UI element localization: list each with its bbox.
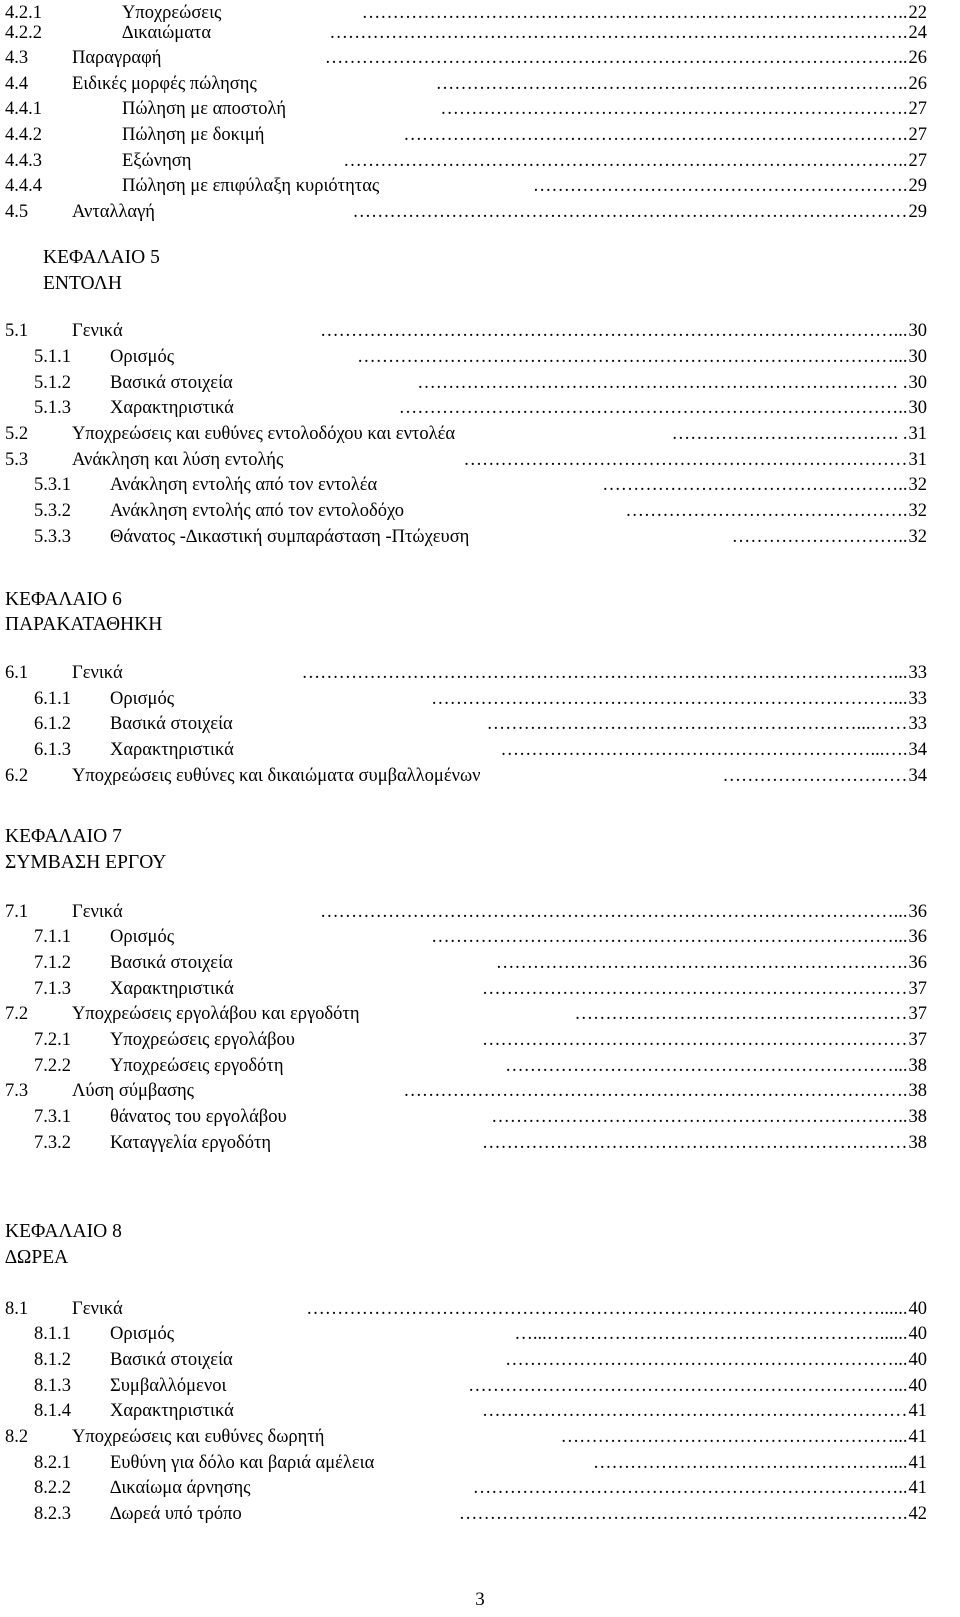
toc-entry-title: Ορισμός bbox=[110, 347, 175, 367]
toc-entry-leader: ………………………………………………………………….. bbox=[435, 74, 908, 94]
toc-entry-page: 34 bbox=[908, 766, 927, 786]
toc-entry-title: Καταγγελία εργοδότη bbox=[110, 1133, 272, 1153]
toc-entry-title: ∆ωρεά υπό τρόπο bbox=[110, 1504, 242, 1524]
toc-entry-title: Ορισμός bbox=[110, 927, 175, 947]
toc-entry-leader: ………………………………………….... bbox=[592, 1453, 908, 1473]
chapter-6-label: ΚΕΦΑΛΑΙΟ 6 bbox=[5, 589, 122, 610]
toc-entry-leader: ……………………………………………………………………………... bbox=[357, 347, 908, 367]
toc-entry-page: 27 bbox=[908, 125, 927, 145]
toc-entry-page: 36 bbox=[908, 953, 927, 973]
toc-entry-leader: ………………………………………………………………. bbox=[458, 1504, 908, 1524]
toc-entry bbox=[0, 344, 927, 370]
toc-entry-title: Λύση σύμβασης bbox=[72, 1081, 194, 1101]
toc-entry-page: 37 bbox=[908, 979, 927, 999]
toc-entry bbox=[0, 318, 927, 344]
toc-entry bbox=[0, 96, 927, 122]
toc-entry-number: 7.1.1 bbox=[34, 927, 71, 947]
toc-entry-leader: …………………………………………………………….. bbox=[472, 1478, 908, 1498]
toc-entry-page: 38 bbox=[908, 1081, 927, 1101]
toc-entry-leader: ………………………………………………... bbox=[560, 1427, 908, 1447]
toc-entry bbox=[0, 395, 927, 421]
toc-entry bbox=[0, 1450, 927, 1476]
toc-entry-leader: ……………………………………………………………………………….. bbox=[343, 151, 908, 171]
toc-entry-number: 5.3 bbox=[5, 450, 29, 470]
toc-entry-page: 41 bbox=[908, 1453, 927, 1473]
toc-entry-page: 36 bbox=[908, 902, 927, 922]
toc-entry bbox=[0, 1373, 927, 1399]
toc-entry bbox=[0, 1501, 927, 1527]
toc-entry-number: 7.2.2 bbox=[34, 1056, 71, 1076]
toc-entry-title: Ανάκληση εντολής από τον εντολοδόχο bbox=[110, 501, 405, 521]
toc-entry-leader: …………………………………………………………………. bbox=[440, 99, 908, 119]
toc-entry-title: Ορισμός bbox=[110, 689, 175, 709]
toc-entry-leader: ………………………………. . bbox=[671, 424, 908, 444]
toc-entry-title: Ορισμός bbox=[110, 1324, 175, 1344]
toc-entry-number: 8.1.4 bbox=[34, 1401, 71, 1421]
toc-entry-number: 6.2 bbox=[5, 766, 29, 786]
toc-entry-number: 6.1.3 bbox=[34, 740, 71, 760]
toc-entry-leader: ……………………………………………………...…… bbox=[486, 714, 908, 734]
toc-entry bbox=[0, 1001, 927, 1027]
toc-entry-title: Χαρακτηριστικά bbox=[110, 1401, 234, 1421]
toc-entry-leader: …………………………………………………………… bbox=[481, 979, 908, 999]
toc-entry-page: 32 bbox=[908, 475, 927, 495]
toc-entry-leader: ………………………………………………………... bbox=[505, 1350, 908, 1370]
toc-entry bbox=[0, 447, 927, 473]
toc-entry-number: 8.2.3 bbox=[34, 1504, 71, 1524]
toc-entry-title: θάνατος του εργολάβου bbox=[110, 1107, 287, 1127]
toc-entry-title: Υποχρεώσεις εργοδότη bbox=[110, 1056, 284, 1076]
toc-entry-leader: ……………………………………………………. bbox=[532, 176, 908, 196]
toc-entry bbox=[0, 1424, 927, 1450]
toc-entry-leader: …………………………………………………………………………………...... bbox=[306, 1299, 908, 1319]
toc-entry-page: 40 bbox=[908, 1299, 927, 1319]
toc-entry-title: Γενικά bbox=[72, 1299, 123, 1319]
toc-entry-page: 37 bbox=[908, 1030, 927, 1050]
toc-entry-number: 5.3.2 bbox=[34, 501, 71, 521]
toc-entry-title: Ανάκληση και λύση εντολής bbox=[72, 450, 284, 470]
toc-entry-number: 6.1 bbox=[5, 663, 29, 683]
toc-entry-number: 5.3.1 bbox=[34, 475, 71, 495]
toc-entry-leader: …………………………………………………………………………….. bbox=[361, 3, 908, 23]
toc-entry-page: 40 bbox=[908, 1376, 927, 1396]
toc-entry-page: 30 bbox=[908, 398, 927, 418]
toc-entry-leader: …………………………………………………………………………………... bbox=[320, 321, 908, 341]
toc-entry-title: Υποχρεώσεις και ευθύνες δωρητή bbox=[72, 1427, 325, 1447]
toc-entry-number: 6.1.2 bbox=[34, 714, 71, 734]
toc-entry-leader: …………………………………………………………… bbox=[481, 1401, 908, 1421]
toc-entry-page: 31 bbox=[908, 450, 927, 470]
toc-entry-page: 38 bbox=[908, 1056, 927, 1076]
toc-entry-leader: …………………………………………………………………… . bbox=[417, 373, 908, 393]
toc-entry-number: 7.3.1 bbox=[34, 1107, 71, 1127]
toc-entry-page: 30 bbox=[908, 321, 927, 341]
toc-entry bbox=[0, 1104, 927, 1130]
toc-entry bbox=[0, 498, 927, 524]
toc-entry-title: Βασικά στοιχεία bbox=[110, 953, 233, 973]
toc-entry-page: 22 bbox=[908, 3, 927, 23]
toc-entry-number: 5.1.2 bbox=[34, 373, 71, 393]
toc-entry bbox=[0, 71, 927, 97]
toc-entry-title: Βασικά στοιχεία bbox=[110, 373, 233, 393]
toc-entry-title: Υποχρεώσεις εργολάβου bbox=[110, 1030, 295, 1050]
toc-entry-number: 6.1.1 bbox=[34, 689, 71, 709]
toc-entry-number: 7.1.2 bbox=[34, 953, 71, 973]
toc-entry-leader: …………………………………………………………………………………. bbox=[329, 23, 908, 43]
toc-entry-page: 32 bbox=[908, 501, 927, 521]
toc-entry-title: Πώληση με δοκιμή bbox=[122, 125, 265, 145]
toc-entry-page: 24 bbox=[908, 23, 927, 43]
toc-entry-number: 4.4.1 bbox=[5, 99, 42, 119]
toc-entry-number: 7.3 bbox=[5, 1081, 29, 1101]
toc-entry bbox=[0, 1130, 927, 1156]
toc-entry-page: 29 bbox=[908, 202, 927, 222]
toc-entry-page: 27 bbox=[908, 151, 927, 171]
toc-entry-number: 8.2.1 bbox=[34, 1453, 71, 1473]
chapter-7-name: ΣΥΜΒΑΣΗ ΕΡΓΟΥ bbox=[5, 852, 167, 873]
toc-entry-title: ∆ικαιώματα bbox=[122, 23, 212, 43]
toc-entry-number: 8.1.3 bbox=[34, 1376, 71, 1396]
toc-entry-page: 36 bbox=[908, 927, 927, 947]
toc-entry-number: 4.4 bbox=[5, 74, 29, 94]
toc-entry-page: 38 bbox=[908, 1133, 927, 1153]
toc-entry-title: Θάνατος -∆ικαστική συμπαράσταση -Πτώχευση bbox=[110, 527, 470, 547]
toc-entry-leader: ………………………………………………………………………. bbox=[403, 1081, 908, 1101]
toc-entry-title: ∆ικαίωμα άρνησης bbox=[110, 1478, 251, 1498]
toc-entry-number: 4.4.4 bbox=[5, 176, 42, 196]
toc-entry-title: Παραγραφή bbox=[72, 48, 162, 68]
toc-entry bbox=[0, 711, 927, 737]
toc-entry bbox=[0, 148, 927, 174]
toc-entry-page: 41 bbox=[908, 1427, 927, 1447]
toc-entry-number: 7.2 bbox=[5, 1004, 29, 1024]
toc-entry-leader: ………………………… bbox=[722, 766, 908, 786]
toc-entry-leader: …………………………………………………………………... bbox=[431, 927, 908, 947]
toc-entry-number: 8.2.2 bbox=[34, 1478, 71, 1498]
toc-entry-number: 8.1 bbox=[5, 1299, 29, 1319]
toc-entry bbox=[0, 370, 927, 396]
toc-entry-number: 7.3.2 bbox=[34, 1133, 71, 1153]
toc-entry-page: 32 bbox=[908, 527, 927, 547]
toc-entry-title: Πώληση με επιφύλαξη κυριότητας bbox=[122, 176, 380, 196]
toc-entry-number: 7.1.3 bbox=[34, 979, 71, 999]
toc-entry-leader: …………………………………………………………………………………... bbox=[320, 902, 908, 922]
toc-entry-title: Χαρακτηριστικά bbox=[110, 398, 234, 418]
toc-entry bbox=[0, 763, 927, 789]
toc-entry bbox=[0, 1053, 927, 1079]
toc-entry-number: 5.1.3 bbox=[34, 398, 71, 418]
toc-entry-number: 5.1 bbox=[5, 321, 29, 341]
chapter-7-label: ΚΕΦΑΛΑΙΟ 7 bbox=[5, 826, 122, 847]
toc-entry bbox=[0, 924, 927, 950]
toc-entry-number: 5.3.3 bbox=[34, 527, 71, 547]
toc-entry-title: Υποχρεώσεις ευθύνες και δικαιώματα συμβαλλομένων bbox=[72, 766, 481, 786]
toc-entry bbox=[0, 1296, 927, 1322]
toc-entry-leader: ……………………………………………………………… bbox=[463, 450, 908, 470]
toc-entry-page: 40 bbox=[908, 1350, 927, 1370]
toc-entry-number: 5.1.1 bbox=[34, 347, 71, 367]
toc-entry-leader: …………………………………………………………………... bbox=[431, 689, 908, 709]
toc-entry-title: Βασικά στοιχεία bbox=[110, 1350, 233, 1370]
toc-entry-leader: ……………………………………………………………………….. bbox=[398, 398, 908, 418]
toc-entry-page: 40 bbox=[908, 1324, 927, 1344]
toc-entry-leader: …...………………………………………………...... bbox=[514, 1324, 908, 1344]
toc-entry bbox=[0, 524, 927, 550]
toc-entry-title: Ανάκληση εντολής από τον εντολέα bbox=[110, 475, 378, 495]
toc-entry-title: Γενικά bbox=[72, 663, 123, 683]
toc-entry-number: 8.1.1 bbox=[34, 1324, 71, 1344]
toc-entry-number: 8.1.2 bbox=[34, 1350, 71, 1370]
toc-entry-number: 4.3 bbox=[5, 48, 29, 68]
toc-entry bbox=[0, 737, 927, 763]
toc-entry-leader: ………………………………………….. bbox=[602, 475, 908, 495]
toc-entry bbox=[0, 950, 927, 976]
toc-entry-leader: …………………………………………………………… bbox=[481, 1133, 908, 1153]
toc-entry-title: Γενικά bbox=[72, 902, 123, 922]
toc-entry-number: 4.5 bbox=[5, 202, 29, 222]
toc-entry-page: 38 bbox=[908, 1107, 927, 1127]
toc-entry-leader: ………………………………………………………….. bbox=[491, 1107, 908, 1127]
toc-entry bbox=[0, 122, 927, 148]
toc-entry bbox=[0, 686, 927, 712]
toc-entry bbox=[0, 976, 927, 1002]
toc-entry bbox=[0, 1321, 927, 1347]
toc-entry-title: Ειδικές μορφές πώλησης bbox=[72, 74, 257, 94]
toc-entry-leader: ………………………………………………………... bbox=[505, 1056, 908, 1076]
toc-entry-title: Ευθύνη για δόλο και βαριά αμέλεια bbox=[110, 1453, 375, 1473]
toc-entry-leader: ……………………………………………………...…. bbox=[500, 740, 908, 760]
toc-entry-leader: ……………………………………………………………………………… bbox=[352, 202, 908, 222]
toc-entry-leader: ………………………………………. bbox=[625, 501, 908, 521]
chapter-8-label: ΚΕΦΑΛΑΙΟ 8 bbox=[5, 1221, 122, 1242]
toc-entry-number: 7.2.1 bbox=[34, 1030, 71, 1050]
toc-entry bbox=[0, 421, 927, 447]
page-number: 3 bbox=[475, 1589, 485, 1610]
toc-entry bbox=[0, 660, 927, 686]
toc-entry bbox=[0, 1475, 927, 1501]
toc-entry-title: Χαρακτηριστικά bbox=[110, 740, 234, 760]
toc-entry-leader: ………………………………………………………………………. bbox=[403, 125, 908, 145]
toc-entry-number: 4.4.2 bbox=[5, 125, 42, 145]
toc-entry-page: 41 bbox=[908, 1478, 927, 1498]
toc-entry-page: 30 bbox=[908, 373, 927, 393]
toc-entry-page: 42 bbox=[908, 1504, 927, 1524]
toc-entry-title: Βασικά στοιχεία bbox=[110, 714, 233, 734]
toc-entry bbox=[0, 173, 927, 199]
toc-entry-page: 30 bbox=[908, 347, 927, 367]
toc-entry-page: 37 bbox=[908, 1004, 927, 1024]
toc-entry-leader: …………………………………………………………… bbox=[481, 1030, 908, 1050]
toc-entry-number: 7.1 bbox=[5, 902, 29, 922]
toc-entry-title: Πώληση με αποστολή bbox=[122, 99, 287, 119]
toc-entry bbox=[0, 1027, 927, 1053]
toc-entry-page: 34 bbox=[908, 740, 927, 760]
toc-entry-title: Υποχρεώσεις εργολάβου και εργοδότη bbox=[72, 1004, 360, 1024]
toc-entry-page: 29 bbox=[908, 176, 927, 196]
toc-entry-leader: …………………………………………………………. bbox=[495, 953, 908, 973]
toc-entry-page: 27 bbox=[908, 99, 927, 119]
toc-entry bbox=[0, 45, 927, 71]
toc-entry-page: 26 bbox=[908, 48, 927, 68]
toc-entry bbox=[0, 20, 927, 46]
toc-entry-page: 33 bbox=[908, 714, 927, 734]
chapter-8-name: ∆ΩΡΕΑ bbox=[5, 1247, 69, 1268]
toc-entry-page: 41 bbox=[908, 1401, 927, 1421]
toc-entry bbox=[0, 1347, 927, 1373]
toc-entry-title: Υποχρεώσεις και ευθύνες εντολοδόχου και εντολέα bbox=[72, 424, 456, 444]
toc-entry bbox=[0, 1398, 927, 1424]
toc-entry-number: 4.2.2 bbox=[5, 23, 42, 43]
toc-entry-title: Γενικά bbox=[72, 321, 123, 341]
chapter-5-name: ΕΝΤΟΛΗ bbox=[43, 273, 122, 294]
toc-entry-number: 4.2.1 bbox=[5, 3, 42, 23]
toc-entry-page: 31 bbox=[908, 424, 927, 444]
toc-entry-leader: ……………………………………………………………... bbox=[468, 1376, 908, 1396]
toc-entry-page: 33 bbox=[908, 663, 927, 683]
toc-entry-page: 26 bbox=[908, 74, 927, 94]
chapter-6-name: ΠΑΡΑΚΑΤΑΘΗΚΗ bbox=[5, 614, 163, 635]
toc-entry-leader: ………………………………………………………………………………….. bbox=[324, 48, 908, 68]
toc-entry-title: Συμβαλλόμενοι bbox=[110, 1376, 227, 1396]
toc-entry-leader: ……………………………………………… bbox=[574, 1004, 908, 1024]
chapter-5-label: ΚΕΦΑΛΑΙΟ 5 bbox=[43, 247, 160, 268]
toc-entry-title: Ανταλλαγή bbox=[72, 202, 155, 222]
toc-entry-title: Υποχρεώσεις bbox=[122, 3, 222, 23]
toc-entry-leader: ……………………….. bbox=[731, 527, 908, 547]
toc-entry bbox=[0, 1078, 927, 1104]
toc-entry-leader: ……………………………………………………………………………………... bbox=[301, 663, 908, 683]
toc-entry-title: Χαρακτηριστικά bbox=[110, 979, 234, 999]
toc-entry bbox=[0, 899, 927, 925]
toc-entry-number: 8.2 bbox=[5, 1427, 29, 1447]
toc-entry-title: Εξώνηση bbox=[122, 151, 192, 171]
toc-entry-page: 33 bbox=[908, 689, 927, 709]
toc-entry-number: 4.4.3 bbox=[5, 151, 42, 171]
toc-entry bbox=[0, 472, 927, 498]
toc-entry bbox=[0, 199, 927, 225]
toc-entry-number: 5.2 bbox=[5, 424, 29, 444]
